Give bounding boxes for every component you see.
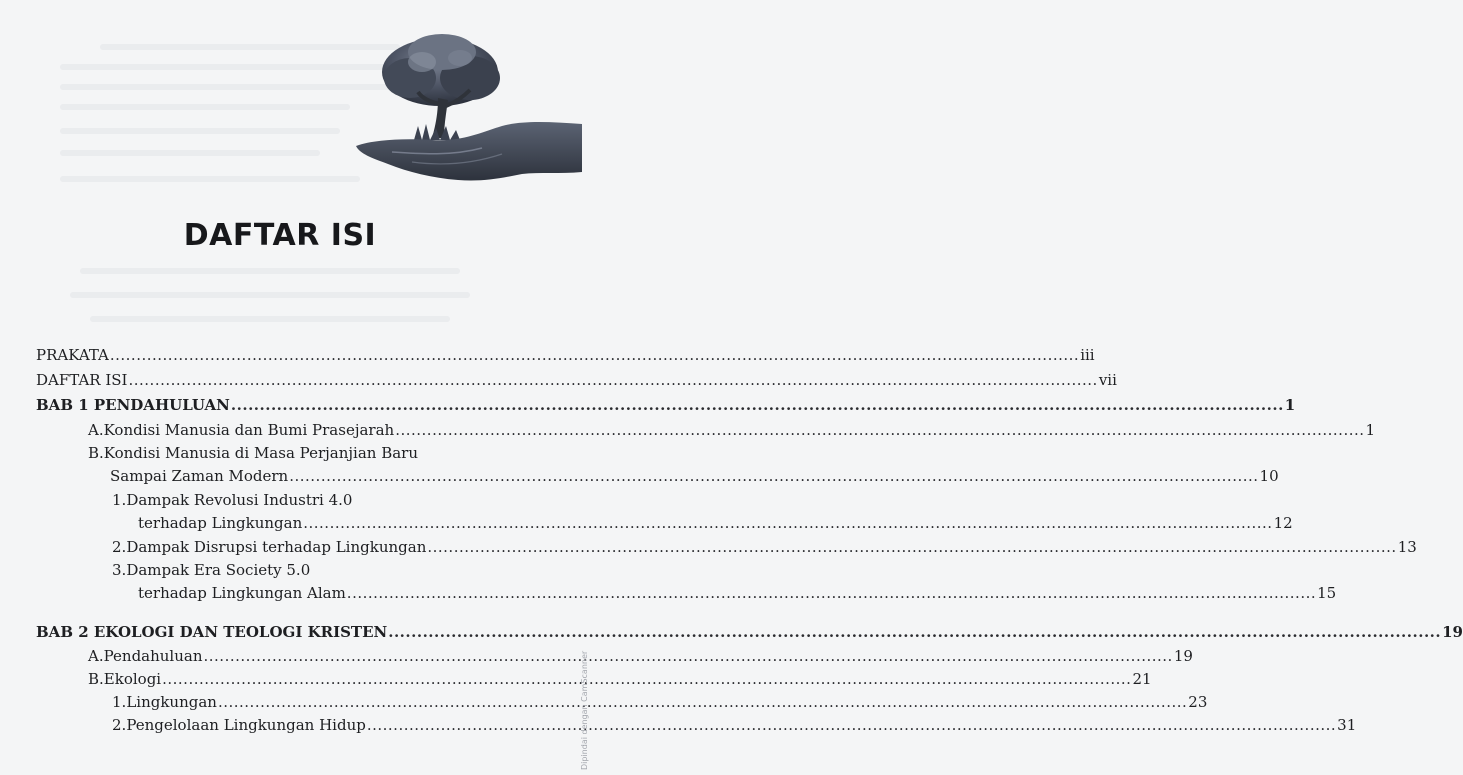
scanner-watermark — [580, 640, 594, 770]
toc-label: Pendahuluan — [103, 647, 203, 665]
toc-dot-leader: ........................................................................................................................................................................................ — [427, 538, 1397, 556]
toc-entry-1b-line1 — [88, 442, 418, 464]
toc-label: PRAKATA — [36, 346, 109, 364]
toc-marker: 1. — [112, 693, 127, 711]
toc-marker: 2. — [112, 538, 127, 556]
toc-label: Pengelolaan Lingkungan Hidup — [126, 716, 366, 734]
scanner-watermark-text: Dipindai dengan CamScanner — [580, 650, 589, 770]
toc-page-number: 23 — [1188, 693, 1208, 711]
toc-entry-2b2 — [112, 714, 1357, 736]
toc-page-number: 31 — [1337, 716, 1357, 734]
toc-marker: B. — [88, 444, 104, 462]
toc-dot-leader: ........................................................................................................................................................................................ — [109, 346, 1080, 364]
toc-dot-leader: ........................................................................................................................................................................................ — [366, 716, 1337, 734]
toc-label: Dampak Disrupsi terhadap Lingkungan — [126, 538, 427, 556]
toc-marker: 2. — [112, 716, 127, 734]
toc-entry-bab-2 — [36, 621, 1463, 643]
toc-entry-1b1 — [138, 512, 1293, 534]
toc-dot-leader: ........................................................................................................................................................................................ — [346, 584, 1317, 602]
toc-label: DAFTAR ISI — [36, 371, 128, 389]
toc-dot-leader: ........................................................................................................................................................................................ — [388, 623, 1442, 641]
toc-marker: B. — [88, 670, 104, 688]
page-title: DAFTAR ISI — [183, 218, 377, 253]
toc-entry-1b1-line1 — [112, 489, 352, 511]
toc-page-number: 21 — [1132, 670, 1152, 688]
toc-entry-1b3 — [138, 582, 1337, 604]
toc-entry-2b1 — [112, 691, 1208, 713]
toc-label: Dampak Revolusi Industri 4.0 — [126, 491, 353, 509]
toc-entry-1b2 — [112, 536, 1417, 558]
toc-marker: 1. — [112, 491, 127, 509]
toc-entry-daftar-isi — [36, 369, 1117, 391]
toc-page-number: 1 — [1365, 421, 1376, 439]
toc-page-number: 15 — [1317, 584, 1337, 602]
toc-dot-leader: ........................................................................................................................................................................................ — [162, 670, 1132, 688]
toc-label: Kondisi Manusia dan Bumi Prasejarah — [103, 421, 395, 439]
toc-label: BAB 2 EKOLOGI DAN TEOLOGI KRISTEN — [36, 623, 388, 641]
toc-entry-2b — [88, 668, 1152, 690]
toc-label: Ekologi — [103, 670, 162, 688]
toc-page-number: iii — [1080, 346, 1095, 364]
toc-entry-prakata — [36, 344, 1095, 366]
toc-entry-bab-1 — [36, 394, 1296, 416]
toc-page-number: 19 — [1173, 647, 1193, 665]
toc-label: BAB 1 PENDAHULUAN — [36, 396, 230, 414]
toc-page-number: 12 — [1273, 514, 1293, 532]
toc-label-continued: terhadap Lingkungan — [138, 514, 303, 532]
toc-dot-leader: ........................................................................................................................................................................................ — [395, 421, 1365, 439]
toc-entry-1b — [110, 465, 1279, 487]
toc-dot-leader: ........................................................................................................................................................................................ — [217, 693, 1188, 711]
toc-page-number: 19 — [1442, 623, 1463, 641]
toc-marker: 3. — [112, 561, 127, 579]
toc-entry-1a — [88, 419, 1376, 441]
toc-label-continued: Sampai Zaman Modern — [110, 467, 289, 485]
toc-label-continued: terhadap Lingkungan Alam — [138, 584, 346, 602]
toc-page-number: vii — [1098, 371, 1117, 389]
toc-page-number: 10 — [1259, 467, 1279, 485]
toc-page-number: 13 — [1397, 538, 1417, 556]
toc-page-number: 1 — [1284, 396, 1296, 414]
toc-dot-leader: ........................................................................................................................................................................................ — [128, 371, 1098, 389]
toc-entry-1b3-line1 — [112, 559, 310, 581]
toc-label: Dampak Era Society 5.0 — [126, 561, 311, 579]
toc-dot-leader: ........................................................................................................................................................................................ — [289, 467, 1259, 485]
toc-label: Kondisi Manusia di Masa Perjanjian Baru — [103, 444, 418, 462]
toc-dot-leader: ........................................................................................................................................................................................ — [303, 514, 1273, 532]
toc-marker: A. — [88, 647, 104, 665]
toc-dot-leader: ........................................................................................................................................................................................ — [203, 647, 1173, 665]
toc-dot-leader: ........................................................................................................................................................................................ — [230, 396, 1284, 414]
toc-label: Lingkungan — [126, 693, 217, 711]
toc-entry-2a — [88, 645, 1193, 667]
toc-marker: A. — [88, 421, 104, 439]
